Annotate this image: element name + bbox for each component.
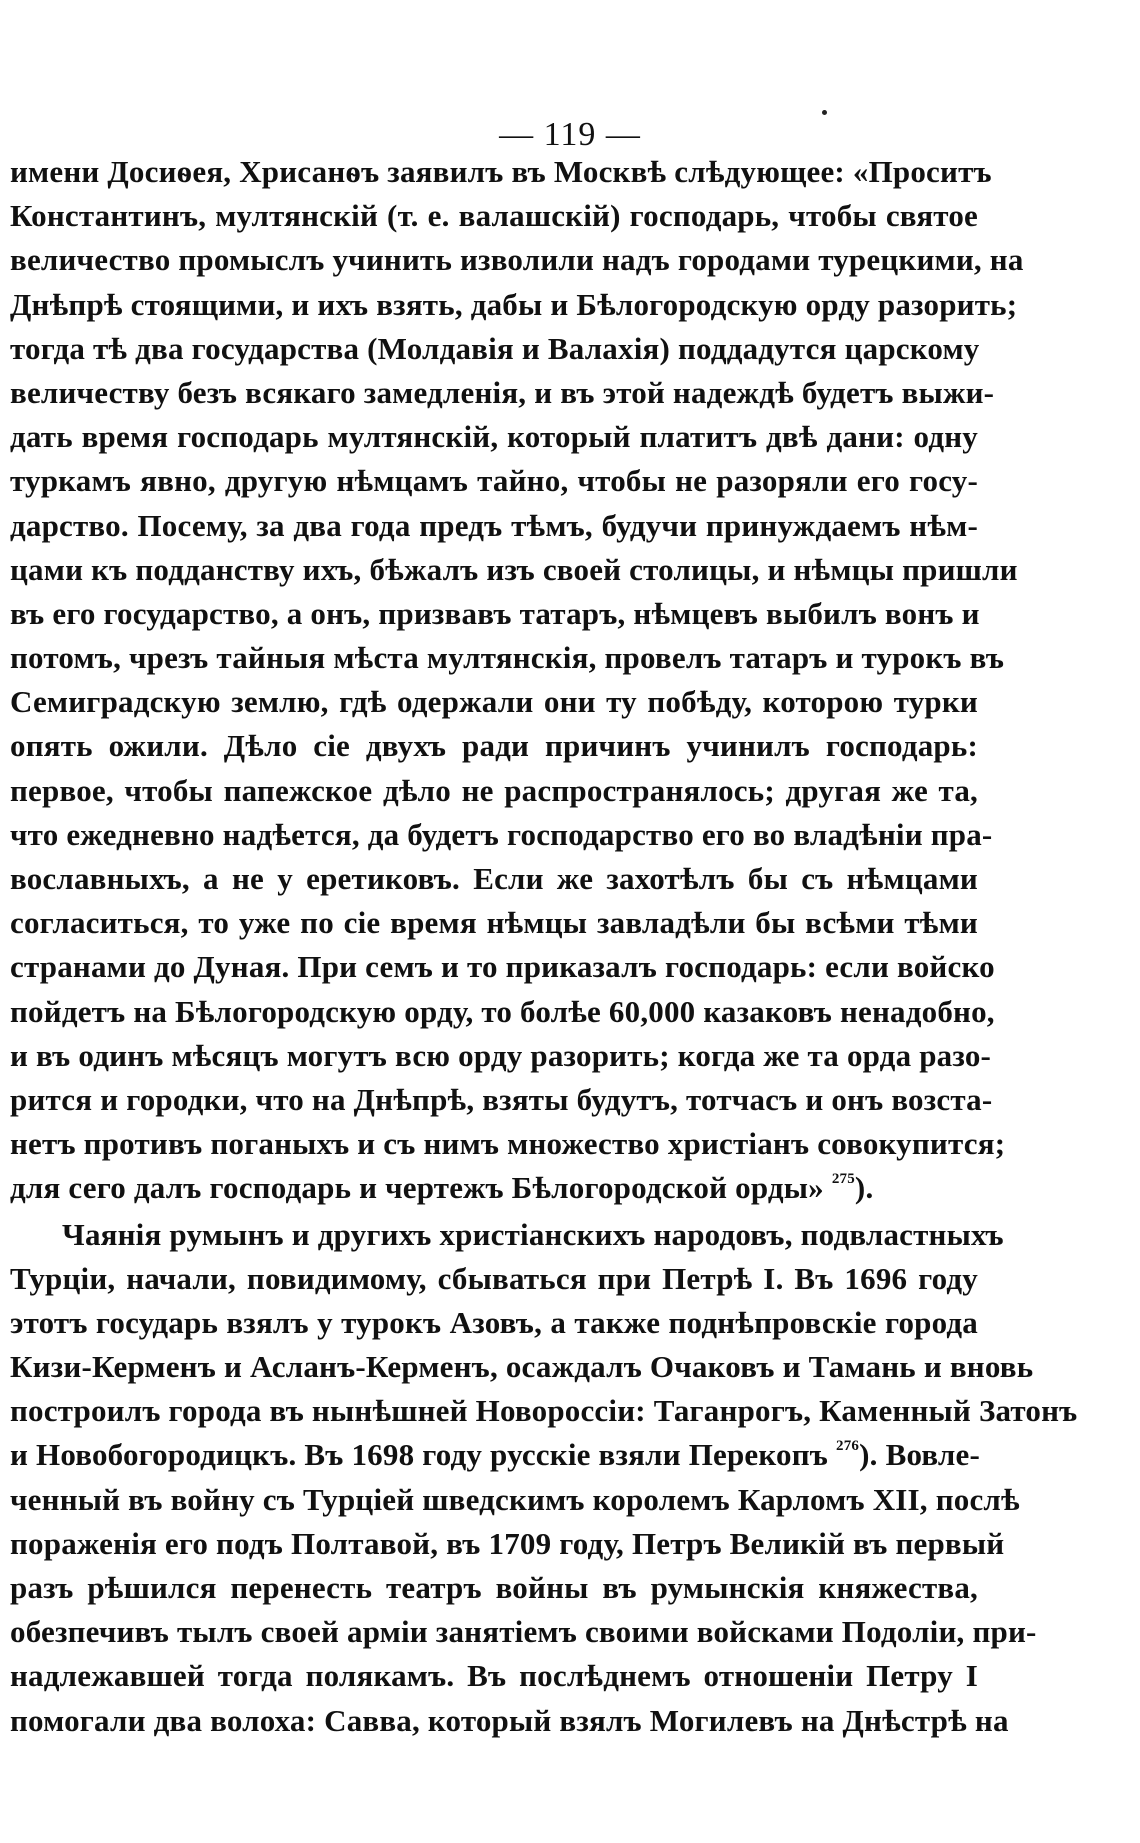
paragraph-2-note-line xyxy=(10,1433,978,1477)
text-line: пойдетъ на Бѣлогородскую орду, то болѣе 60,000 казаковъ ненадобно, xyxy=(10,993,995,1029)
body-text xyxy=(10,150,1078,1743)
text-line: странами до Дуная. При семъ и то приказалъ господарь: если войско xyxy=(10,949,995,985)
text-line: обезпечивъ тылъ своей арміи занятіемъ своими войсками Подоліи, при- xyxy=(10,1614,1037,1650)
text-line: Семиградскую землю, гдѣ одержали они ту побѣду, которою турки xyxy=(10,684,978,720)
note-line-end: ). Вовле- xyxy=(859,1437,980,1473)
paragraph-2-start xyxy=(10,1213,1078,1434)
text-line: Чаянія румынъ и другихъ христіанскихъ народовъ, подвластныхъ xyxy=(62,1216,1004,1252)
text-line: этотъ государь взялъ у турокъ Азовъ, а также поднѣпровскіе города xyxy=(10,1304,978,1340)
text-line: опять ожили. Дѣло сіе двухъ ради причинъ учинилъ господарь: xyxy=(10,728,978,764)
text-line: нетъ противъ поганыхъ и съ нимъ множество христіанъ совокупится; xyxy=(10,1126,1006,1162)
text-line: Днѣпрѣ стоящими, и ихъ взять, дабы и Бѣлогородскую орду разорить; xyxy=(10,286,1018,322)
text-line: рится и городки, что на Днѣпрѣ, взяты будутъ, тотчасъ и онъ возста- xyxy=(10,1081,993,1117)
text-line: помогали два волоха: Савва, который взялъ Могилевъ на Днѣстрѣ на xyxy=(10,1702,1009,1738)
text-line: въ его государство, а онъ, призвавъ татаръ, нѣмцевъ выбилъ вонъ и xyxy=(10,595,980,631)
text-line: пораженія его подъ Полтавой, въ 1709 году, Петръ Великій въ первый xyxy=(10,1525,1005,1561)
last-line-end: ). xyxy=(854,1170,874,1206)
footnote-ref-275: 275 xyxy=(831,1171,855,1188)
text-line: потомъ, чрезъ тайныя мѣста мултянскія, провелъ татаръ и турокъ въ xyxy=(10,640,1005,676)
text-line: Турціи, начали, повидимому, сбываться при Петрѣ I. Въ 1696 году xyxy=(10,1260,978,1296)
text-line: величество промыслъ учинить изволили надъ городами турецкими, на xyxy=(10,242,1024,278)
note-line-text: и Новобогородицкъ. Въ 1698 году русскіе взяли Перекопъ xyxy=(10,1437,829,1473)
text-line: дать время господарь мултянскій, который платитъ двѣ дани: одну xyxy=(10,419,978,455)
text-line: тогда тѣ два государства (Молдавія и Валахія) поддадутся царскому xyxy=(10,330,980,366)
text-line: имени Досиѳея, Хрисанѳъ заявилъ въ Москвѣ слѣдующее: «Проситъ xyxy=(10,154,992,189)
text-line: согласиться, то уже по сіе время нѣмцы завладѣли бы всѣми тѣми xyxy=(10,905,978,941)
text-line: цами къ подданству ихъ, бѣжалъ изъ своей столицы, и нѣмцы пришли xyxy=(10,551,1018,587)
footnote-ref-276: 276 xyxy=(836,1438,860,1455)
text-line: ченный въ войну съ Турціей шведскимъ королемъ Карломъ XII, послѣ xyxy=(10,1481,1020,1517)
text-line: первое, чтобы папежское дѣло не распространялось; другая же та, xyxy=(10,772,978,808)
text-line: дарство. Посему, за два года предъ тѣмъ, будучи принуждаемъ нѣм- xyxy=(10,507,978,543)
paragraph-2-end xyxy=(10,1478,1037,1743)
text-line: разъ рѣшился перенесть театръ войны въ румынскія княжества, xyxy=(10,1570,978,1605)
text-line: Константинъ, мултянскій (т. е. валашскій) господарь, чтобы святое xyxy=(10,198,978,234)
page-number: — 119 — xyxy=(499,116,641,153)
text-line: вославныхъ, а не у еретиковъ. Если же захотѣлъ бы съ нѣмцами xyxy=(10,861,978,896)
text-line: построилъ города въ нынѣшней Новороссіи: Таганрогъ, Каменный Затонъ xyxy=(10,1393,1078,1429)
text-line: и въ одинъ мѣсяцъ могутъ всю орду разорить; когда же та орда разо- xyxy=(10,1037,992,1073)
text-line: Кизи-Керменъ и Асланъ-Керменъ, осаждалъ Очаковъ и Тамань и вновь xyxy=(10,1349,1034,1385)
print-speck xyxy=(822,110,827,115)
paragraph-1-last-line xyxy=(10,1166,978,1210)
last-line-text: для сего далъ господарь и чертежъ Бѣлогородской орды» xyxy=(10,1170,824,1206)
text-line: что ежедневно надѣется, да будетъ господарство его во владѣніи пра- xyxy=(10,816,993,852)
text-line: надлежавшей тогда полякамъ. Въ послѣднемъ отношеніи Петру I xyxy=(10,1658,978,1694)
paragraph-1 xyxy=(10,150,1024,1166)
text-line: величеству безъ всякаго замедленія, и въ этой надеждѣ будетъ выжи- xyxy=(10,374,995,410)
text-line: туркамъ явно, другую нѣмцамъ тайно, чтобы не разоряли его госу- xyxy=(10,463,978,499)
